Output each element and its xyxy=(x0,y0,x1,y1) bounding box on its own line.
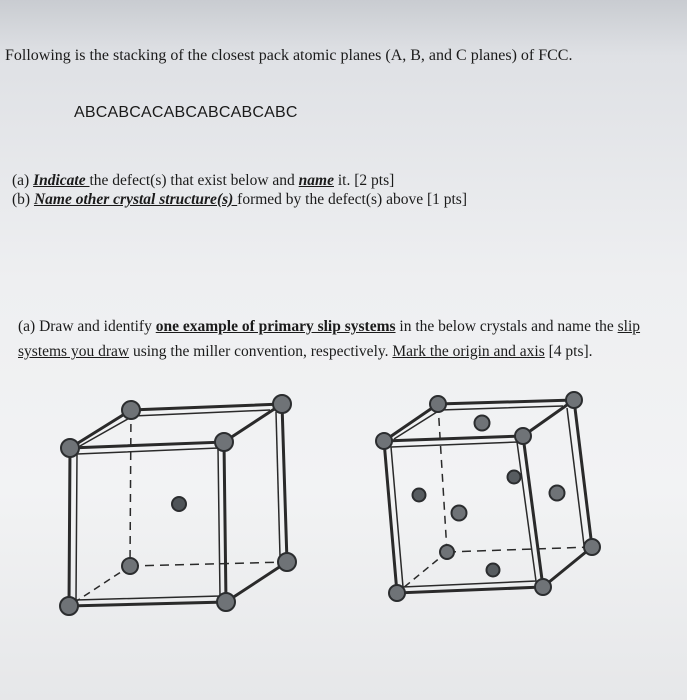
fcc-atom-face-front xyxy=(452,506,467,521)
fcc-atom-corner xyxy=(566,392,582,408)
fcc-atom-face-back xyxy=(508,471,521,484)
crystal-diagrams xyxy=(0,380,687,620)
bcc-atom-corner xyxy=(60,597,78,615)
fcc-atom-corner xyxy=(584,539,600,555)
question-2a-line1 xyxy=(18,318,640,336)
bcc-atom-body-center xyxy=(172,497,186,511)
fcc-atom-corner xyxy=(376,433,392,449)
question-1-intro: Following is the stacking of the closest pack atomic planes (A, B, and C planes) of FCC. xyxy=(5,47,573,64)
fcc-atom-corner xyxy=(440,545,454,559)
question-1b xyxy=(12,191,467,209)
q1a-name: name xyxy=(298,172,334,189)
fcc-atom-corner xyxy=(389,585,405,601)
q2-l1-mid: in the below crystals and name the xyxy=(395,318,618,335)
fcc-atom-face-left xyxy=(413,489,426,502)
q2-l2-end: [4 pts]. xyxy=(544,343,593,360)
fcc-atom-corner xyxy=(430,396,446,412)
bcc-atom-corner xyxy=(278,553,296,571)
fcc-atom-corner xyxy=(515,428,531,444)
stacking-sequence: ABCABCACABCABCABCABC xyxy=(74,104,298,121)
q2-l1-bold: one example of primary slip systems xyxy=(155,318,396,335)
fcc-atom-corner xyxy=(535,579,551,595)
q2-l2-u1: systems you draw xyxy=(18,343,130,360)
bcc-atoms xyxy=(60,395,296,615)
bcc-atom-corner xyxy=(273,395,291,413)
q1b-label: (b) xyxy=(12,191,34,208)
q2-l1-slip: slip xyxy=(617,318,641,335)
bcc-atom-corner xyxy=(61,439,79,457)
q2-l2-u2: Mark the origin and axis xyxy=(392,343,545,360)
q1b-emph: Name other crystal structure(s) xyxy=(33,191,238,208)
q1a-label: (a) xyxy=(12,172,34,189)
question-1a xyxy=(12,172,394,190)
bcc-atom-corner xyxy=(217,593,235,611)
q1a-indicate: Indicate xyxy=(33,172,90,189)
bcc-atom-corner xyxy=(122,401,140,419)
question-2a-line2 xyxy=(18,343,593,361)
fcc-atom-face-bottom xyxy=(487,564,500,577)
q1a-mid: the defect(s) that exist below and xyxy=(89,172,299,189)
q1b-end: formed by the defect(s) above [1 pts] xyxy=(237,191,468,208)
q2-l2-mid: using the miller convention, respectively. xyxy=(129,343,393,360)
bcc-atom-corner xyxy=(122,558,138,574)
fcc-atom-face-top xyxy=(475,416,490,431)
bcc-atom-corner xyxy=(215,433,233,451)
fcc-atom-face-right xyxy=(550,486,565,501)
q1a-end: it. [2 pts] xyxy=(333,172,395,189)
q2-l1-start: (a) Draw and identify xyxy=(18,318,156,335)
